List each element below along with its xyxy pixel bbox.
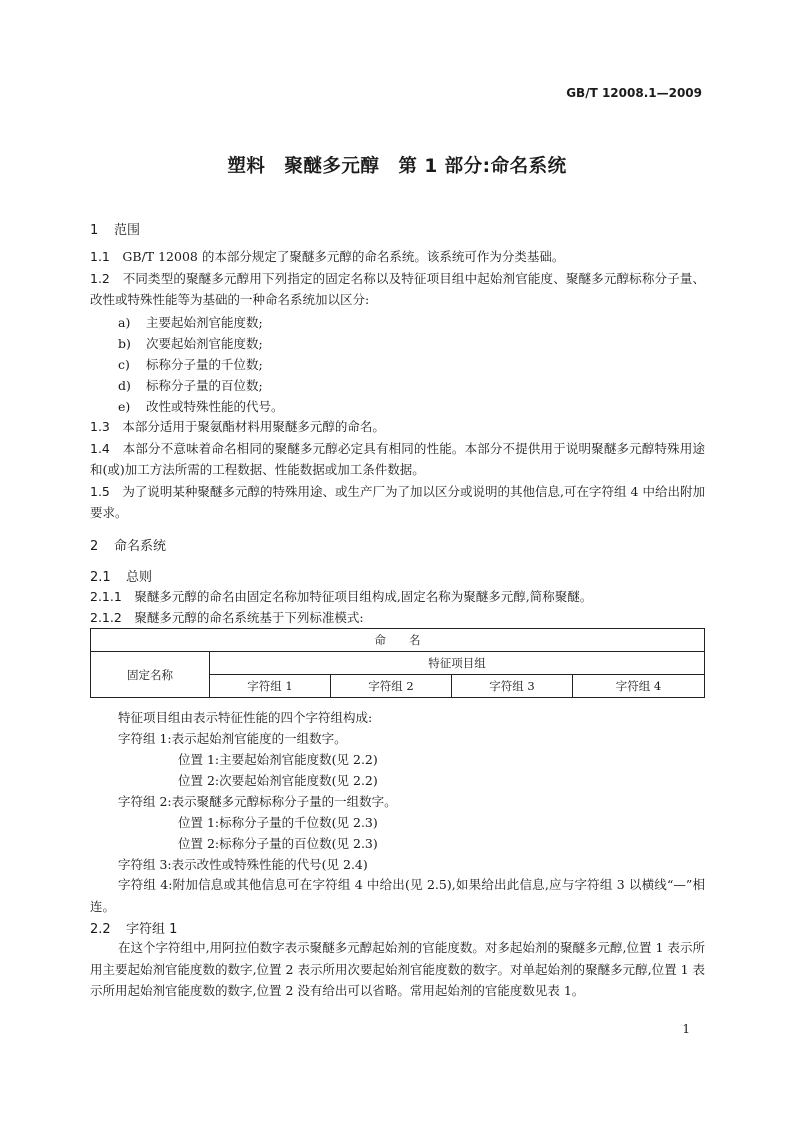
clause-number: 1.4 [90, 441, 110, 456]
clause-2-1-1 [90, 587, 592, 605]
naming-scheme-table [90, 628, 705, 698]
desc-group-2-pos-1: 位置 1:标称分子量的千位数(见 2.3) [178, 815, 378, 830]
clause-number: 2.1.1 [90, 589, 122, 604]
subsection-number: 2.2 [90, 922, 111, 937]
table-cell-group-4: 字符组 4 [573, 675, 705, 698]
desc-group-2-pos-2: 位置 2:标称分子量的百位数(见 2.3) [178, 836, 378, 851]
desc-group-1-pos-1: 位置 1:主要起始剂官能度数(见 2.2) [178, 752, 378, 767]
table-header-naming: 命 名 [91, 629, 705, 652]
section-title: 命名系统 [114, 539, 167, 554]
clause-number: 1.2 [90, 271, 110, 286]
section-title: 范围 [114, 223, 141, 238]
page-number: 1 [682, 1022, 690, 1036]
list-item: d) 标称分子量的百位数; [118, 378, 263, 393]
section-number: 1 [90, 223, 99, 238]
list-item: a) 主要起始剂官能度数; [118, 315, 263, 330]
list-item: e) 改性或特殊性能的代号。 [118, 399, 284, 414]
table-cell-fixed-name: 固定名称 [91, 652, 210, 698]
subsection-title: 总则 [126, 570, 153, 585]
desc-group-2: 字符组 2:表示聚醚多元醇标称分子量的一组数字。 [118, 794, 397, 809]
desc-group-3: 字符组 3:表示改性或特殊性能的代号(见 2.4) [118, 857, 368, 872]
clause-1-3 [90, 416, 705, 437]
section-2-heading [90, 535, 166, 554]
table-cell-group-3: 字符组 3 [452, 675, 573, 698]
table-cell-feature-group: 特征项目组 [210, 652, 705, 675]
clause-number: 1.1 [90, 249, 110, 264]
subsection-2-1-heading [90, 566, 152, 585]
clause-1-1 [90, 246, 705, 267]
clause-text: 为了说明某种聚醚多元醇的特殊用途、或生产厂为了加以区分或说明的其他信息,可在字符组 4 中给出附加要求。 [90, 484, 705, 520]
list-item: c) 标称分子量的千位数; [118, 357, 263, 372]
subsection-number: 2.1 [90, 570, 111, 585]
clause-text: 聚醚多元醇的命名系统基于下列标准模式: [134, 610, 364, 625]
section-number: 2 [90, 539, 99, 554]
subsection-title: 字符组 1 [126, 922, 178, 937]
clause-number: 2.1.2 [90, 610, 122, 625]
list-item: b) 次要起始剂官能度数; [118, 336, 263, 351]
clause-2-1-2 [90, 608, 364, 626]
standard-number: GB/T 12008.1—2009 [566, 86, 702, 100]
clause-text: 不同类型的聚醚多元醇用下列指定的固定名称以及特征项目组中起始剂官能度、聚醚多元醇标称分子量、改性或特殊性能等为基础的一种命名系统加以区分: [90, 271, 705, 307]
table-cell-group-2: 字符组 2 [331, 675, 452, 698]
clause-number: 1.3 [90, 419, 110, 434]
table-cell-group-1: 字符组 1 [210, 675, 331, 698]
subsection-2-2-heading [90, 918, 177, 937]
clause-number: 1.5 [90, 484, 110, 499]
clause-1-5 [90, 481, 705, 523]
document-title: 塑料 聚醚多元醇 第 1 部分:命名系统 [227, 156, 567, 177]
clause-1-2 [90, 268, 705, 310]
clause-text: 聚醚多元醇的命名由固定名称加特征项目组构成,固定名称为聚醚多元醇,简称聚醚。 [134, 589, 593, 604]
desc-intro: 特征项目组由表示特征性能的四个字符组构成: [118, 710, 373, 725]
clause-1-4 [90, 438, 705, 480]
desc-group-1: 字符组 1:表示起始剂官能度的一组数字。 [118, 731, 347, 746]
clause-2-2-text: 在这个字符组中,用阿拉伯数字表示聚醚多元醇起始剂的官能度数。对多起始剂的聚醚多元醇,位置 1 表示所用主要起始剂官能度数的数字,位置 2 表示所用次要起始剂官能度数的数字。对单起始剂的聚醚多元醇,位置 1 表示所用起始剂官能度数的数字,位置 2 没有给出可以省略。常用起始剂的官能度数见表 1。 [90, 940, 705, 998]
desc-group-1-pos-2: 位置 2:次要起始剂官能度数(见 2.2) [178, 773, 378, 788]
clause-text: GB/T 12008 的本部分规定了聚醚多元醇的命名系统。该系统可作为分类基础。 [122, 249, 565, 264]
clause-text: 本部分不意味着命名相同的聚醚多元醇必定具有相同的性能。本部分不提供用于说明聚醚多元醇特殊用途和(或)加工方法所需的工程数据、性能数据或加工条件数据。 [90, 441, 705, 477]
section-1-heading [90, 219, 140, 238]
desc-group-4: 字符组 4:附加信息或其他信息可在字符组 4 中给出(见 2.5),如果给出此信息,应与字符组 3 以横线“—”相连。 [90, 877, 705, 914]
clause-text: 本部分适用于聚氨酯材料用聚醚多元醇的命名。 [122, 419, 385, 434]
